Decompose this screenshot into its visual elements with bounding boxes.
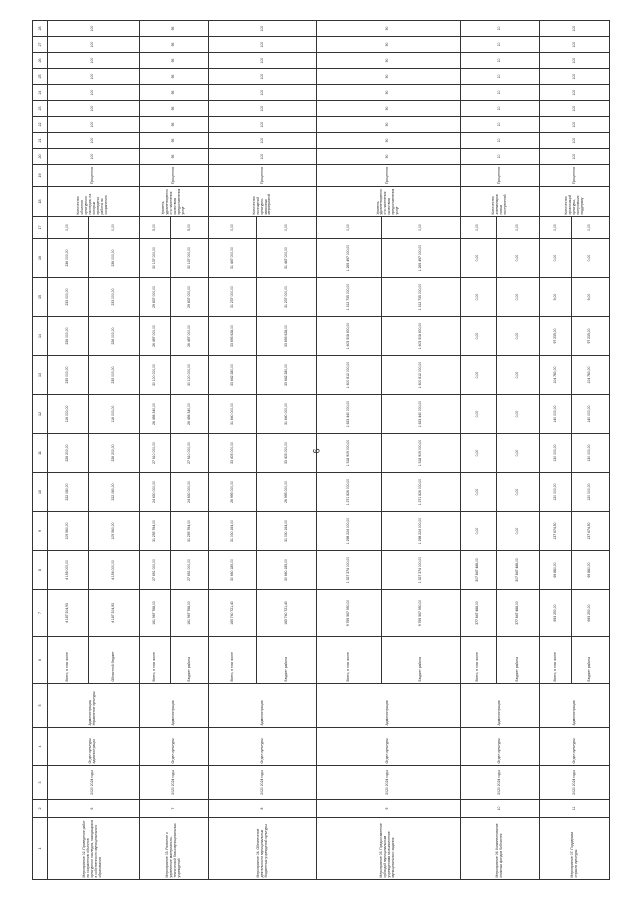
- amount-cell: 24 630 000,00: [139, 473, 170, 512]
- amount-cell: 233 000,00: [89, 278, 140, 317]
- amount-cell: 1 298 224 000,00: [382, 512, 461, 551]
- column-number: 10: [33, 473, 48, 512]
- amount-cell: 0,00: [496, 239, 540, 278]
- amount-cell: 97 235,00: [571, 317, 609, 356]
- indicator-name: Количество экземпляров новых поступлений: [460, 187, 540, 217]
- indicator-name: Количество объектов культурного наследия, на которых проведены работы по сохранению: [47, 187, 139, 217]
- measure-name: Мероприятие 07. Поддержка отрасли культуры: [540, 818, 610, 880]
- amount-cell: 26 456 340,00: [139, 395, 170, 434]
- amount-cell: 222 080,00: [47, 473, 89, 512]
- measure-executor: Отдел культуры: [540, 728, 610, 766]
- amount-cell: 0,00: [460, 512, 496, 551]
- amount-cell: 9,00: [540, 278, 571, 317]
- target-value: 10: [460, 21, 540, 37]
- target-value: 90: [316, 133, 460, 149]
- target-value: 95: [139, 149, 209, 165]
- amount-cell: 104 780,00: [540, 356, 571, 395]
- amount-cell: 0,00: [460, 473, 496, 512]
- amount-cell: 0,00: [496, 434, 540, 473]
- column-number: 17: [33, 217, 48, 239]
- column-number: 4: [33, 728, 48, 766]
- measure-name: Мероприятие 02. Проведение работ по сохранению объектов культурного наследия, находящихся в собственности муниципального образования: [47, 818, 139, 880]
- amount-cell: 236 000,00: [47, 239, 89, 278]
- target-value: 10: [460, 117, 540, 133]
- measure-years: 2020 2024 годы: [316, 766, 460, 800]
- amount-cell: 31 447 000,00: [257, 239, 316, 278]
- funding-source-budget: Бюджет района: [257, 637, 316, 684]
- target-value: 10: [460, 53, 540, 69]
- column-number: 6: [33, 637, 48, 684]
- column-number: 9: [33, 512, 48, 551]
- funding-source-total: Всего, в том числе: [47, 637, 89, 684]
- amount-cell: 236 000,00: [89, 239, 140, 278]
- amount-cell: 0,00: [382, 217, 461, 239]
- amount-cell: 1 271 826 000,00: [382, 473, 461, 512]
- target-value: 95: [139, 85, 209, 101]
- target-value: 100: [540, 149, 610, 165]
- column-number: 18: [33, 187, 48, 217]
- target-value: 100: [540, 117, 610, 133]
- amount-cell: 5,00: [139, 217, 170, 239]
- amount-cell: 31 030 164,00: [209, 512, 257, 551]
- amount-cell: 33 693 628,00: [257, 317, 316, 356]
- target-value: 10: [460, 133, 540, 149]
- amount-cell: 31 255 764,00: [171, 512, 209, 551]
- measure-participants: Администрация: [209, 684, 317, 728]
- amount-cell: 1 623 440 000,00: [316, 395, 381, 434]
- amount-cell: 0,00: [496, 512, 540, 551]
- amount-cell: 31 640 000,00: [257, 395, 316, 434]
- amount-cell: 226 000,00: [47, 317, 89, 356]
- amount-cell: 0,00: [496, 356, 540, 395]
- target-value: 10: [460, 37, 540, 53]
- amount-cell: 69 880,00: [571, 551, 609, 590]
- column-number: 24: [33, 85, 48, 101]
- target-value: 95: [139, 37, 209, 53]
- amount-cell: 120 000,00: [571, 473, 609, 512]
- measure-executor: Отдел культуры: [139, 728, 209, 766]
- target-value: 10: [460, 69, 540, 85]
- indicator-name: Количество посещений культурно-массовых мероприятий: [209, 187, 317, 217]
- amount-cell: 226 200,00: [89, 434, 140, 473]
- column-number: 21: [33, 133, 48, 149]
- funding-source-budget: Бюджет района: [382, 637, 461, 684]
- amount-cell: 4 187 204,93: [89, 590, 140, 637]
- column-number: 3: [33, 766, 48, 800]
- funding-source-budget: Бюджет района: [171, 637, 209, 684]
- target-value: 100: [47, 117, 139, 133]
- amount-cell: 235 000,00: [89, 356, 140, 395]
- amount-cell: 0,00: [496, 278, 540, 317]
- target-value: 100: [209, 149, 317, 165]
- amount-cell: 30 137 000,00: [139, 239, 170, 278]
- amount-cell: 161 967 768,00: [139, 590, 170, 637]
- target-value: 90: [316, 101, 460, 117]
- column-number: 11: [33, 434, 48, 473]
- measure-number: 11: [540, 800, 610, 818]
- measure-name: Мероприятие 03. Развитие и укрепление материально-технической базы муниципальных учреждений: [139, 818, 209, 880]
- indicator-unit: Процентов: [540, 165, 610, 187]
- target-value: 100: [540, 101, 610, 117]
- target-value: 95: [139, 21, 209, 37]
- amount-cell: 1 623 440 000,00: [382, 395, 461, 434]
- amount-cell: 226 200,00: [47, 434, 89, 473]
- measure-executor: Отдел культуры: [209, 728, 317, 766]
- amount-cell: 105 560,00: [89, 512, 140, 551]
- measure-years: 2020 2024 годы: [540, 766, 610, 800]
- amount-cell: 222 080,00: [89, 473, 140, 512]
- amount-cell: 26 995 000,00: [209, 473, 257, 512]
- column-number: 12: [33, 395, 48, 434]
- target-value: 90: [316, 117, 460, 133]
- measure-row: [209, 21, 257, 880]
- amount-cell: 0,00: [209, 217, 257, 239]
- column-number: 2: [33, 800, 48, 818]
- target-value: 10: [460, 85, 540, 101]
- target-value: 100: [209, 117, 317, 133]
- amount-cell: 693 250,00: [571, 590, 609, 637]
- target-value: 10: [460, 149, 540, 165]
- amount-cell: 27 651 000,00: [171, 551, 209, 590]
- target-value: 100: [209, 69, 317, 85]
- amount-cell: 4 156 000,00: [89, 551, 140, 590]
- column-number: 22: [33, 117, 48, 133]
- amount-cell: 0,00: [496, 395, 540, 434]
- amount-cell: 31 447 000,00: [209, 239, 257, 278]
- amount-cell: 0,00: [460, 217, 496, 239]
- column-number: 19: [33, 165, 48, 187]
- target-value: 100: [540, 53, 610, 69]
- target-value: 100: [209, 53, 317, 69]
- target-value: 95: [139, 69, 209, 85]
- indicator-name: Количество организаций культуры, получивших поддержку: [540, 187, 610, 217]
- amount-cell: 116 000,00: [89, 395, 140, 434]
- amount-cell: 161 967 768,00: [171, 590, 209, 637]
- amount-cell: 1 265 497 000,00: [316, 239, 381, 278]
- amount-cell: 1 265 497 000,00: [382, 239, 461, 278]
- amount-cell: 1 603 508 600,00: [316, 317, 381, 356]
- amount-cell: 307 847 488,00: [496, 551, 540, 590]
- column-number: 27: [33, 37, 48, 53]
- target-value: 100: [47, 133, 139, 149]
- target-value: 100: [209, 21, 317, 37]
- amount-cell: 31 640 000,00: [209, 395, 257, 434]
- amount-cell: 97 235,00: [540, 317, 571, 356]
- amount-cell: 31 255 764,00: [139, 512, 170, 551]
- amount-cell: 0,00: [460, 239, 496, 278]
- amount-cell: 130 000,00: [571, 434, 609, 473]
- measure-number: 7: [139, 800, 209, 818]
- measure-participants: Администрация: [316, 684, 460, 728]
- amount-cell: 30 660 185,00: [209, 551, 257, 590]
- amount-cell: 0,00: [496, 217, 540, 239]
- funding-source-total: Всего, в том числе: [209, 637, 257, 684]
- target-value: 100: [209, 101, 317, 117]
- target-value: 100: [47, 37, 139, 53]
- measures-table: [32, 20, 610, 880]
- amount-cell: 1 298 224 000,00: [316, 512, 381, 551]
- amount-cell: 0,00: [571, 239, 609, 278]
- target-value: 90: [316, 53, 460, 69]
- amount-cell: 30 100 000,00: [139, 356, 170, 395]
- amount-cell: 0,00: [47, 217, 89, 239]
- amount-cell: 693 250,00: [540, 590, 571, 637]
- target-value: 100: [209, 85, 317, 101]
- column-number: 20: [33, 149, 48, 165]
- indicator-name: Уровень удовлетворенности населения качеством предоставления услуг: [316, 187, 460, 217]
- amount-cell: 165 740 721,40: [257, 590, 316, 637]
- amount-cell: 69 880,00: [540, 551, 571, 590]
- column-number: 16: [33, 239, 48, 278]
- target-value: 100: [47, 53, 139, 69]
- amount-cell: 1 518 909 000,00: [382, 434, 461, 473]
- amount-cell: 29 837 000,00: [171, 278, 209, 317]
- amount-cell: 1 327 374 000,00: [382, 551, 461, 590]
- amount-cell: 0,00: [89, 217, 140, 239]
- amount-cell: 27 651 000,00: [139, 551, 170, 590]
- funding-source-budget: Бюджет района: [571, 637, 609, 684]
- amount-cell: 0,00: [460, 434, 496, 473]
- amount-cell: 165 740 721,40: [209, 590, 257, 637]
- amount-cell: 33 642 280,00: [257, 356, 316, 395]
- amount-cell: 4 156 000,00: [47, 551, 89, 590]
- measure-row: [316, 21, 381, 880]
- amount-cell: 0,00: [540, 217, 571, 239]
- target-value: 100: [209, 133, 317, 149]
- amount-cell: 33 405 000,00: [257, 434, 316, 473]
- amount-cell: 116 000,00: [47, 395, 89, 434]
- amount-cell: 1 600 812 000,00: [382, 356, 461, 395]
- target-value: 100: [47, 85, 139, 101]
- amount-cell: 26 995 000,00: [257, 473, 316, 512]
- column-number: 14: [33, 317, 48, 356]
- indicator-unit: Процентов: [47, 165, 139, 187]
- measure-participants: Администрация, Управление культуры: [47, 684, 139, 728]
- target-value: 100: [209, 37, 317, 53]
- measure-name: Мероприятие 05. Предоставление субсидий муниципальным учреждениям на выполнение муниципального задания: [316, 818, 460, 880]
- amount-cell: 1 600 812 000,00: [316, 356, 381, 395]
- amount-cell: 26 456 340,00: [171, 395, 209, 434]
- target-value: 100: [47, 101, 139, 117]
- measure-number: 9: [316, 800, 460, 818]
- amount-cell: 4 187 204,93: [47, 590, 89, 637]
- amount-cell: 0,00: [460, 356, 496, 395]
- target-value: 100: [47, 69, 139, 85]
- amount-cell: 33 642 280,00: [209, 356, 257, 395]
- amount-cell: 130 000,00: [540, 434, 571, 473]
- amount-cell: 1 271 826 000,00: [316, 473, 381, 512]
- amount-cell: 226 000,00: [89, 317, 140, 356]
- target-value: 95: [139, 133, 209, 149]
- table-body: [33, 21, 610, 880]
- measure-executor: Отдел культуры: [316, 728, 460, 766]
- rotated-table-container: [32, 25, 610, 880]
- indicator-unit: Процентов: [209, 165, 317, 187]
- indicator-unit: Процентов: [460, 165, 540, 187]
- target-value: 100: [540, 133, 610, 149]
- column-number: 5: [33, 684, 48, 728]
- amount-cell: 0,00: [496, 473, 540, 512]
- target-value: 90: [316, 37, 460, 53]
- amount-cell: 33 693 628,00: [209, 317, 257, 356]
- measure-number: 6: [47, 800, 139, 818]
- amount-cell: 31 237 000,00: [209, 278, 257, 317]
- amount-cell: 9 769 567 950,00: [316, 590, 381, 637]
- amount-cell: 140 000,00: [540, 395, 571, 434]
- amount-cell: 0,00: [496, 317, 540, 356]
- measure-participants: Администрация: [460, 684, 540, 728]
- indicator-name: Уровень удовлетворенности населения качеством предоставления услуг: [139, 187, 209, 217]
- target-value: 90: [316, 21, 460, 37]
- target-value: 100: [47, 21, 139, 37]
- measure-row: [460, 21, 496, 880]
- amount-cell: 30 100 000,00: [171, 356, 209, 395]
- amount-cell: 233 000,00: [47, 278, 89, 317]
- measure-participants: Администрация: [540, 684, 610, 728]
- column-number: 15: [33, 278, 48, 317]
- target-value: 95: [139, 117, 209, 133]
- measure-executor: Отдел культуры администрации: [47, 728, 139, 766]
- target-value: 90: [316, 149, 460, 165]
- target-value: 90: [316, 69, 460, 85]
- funding-source-total: Всего, в том числе: [540, 637, 571, 684]
- funding-source-total: Всего, в том числе: [460, 637, 496, 684]
- measure-row: [47, 21, 89, 880]
- amount-cell: 33 405 000,00: [209, 434, 257, 473]
- amount-cell: 235 000,00: [47, 356, 89, 395]
- amount-cell: 0,00: [460, 395, 496, 434]
- amount-cell: 31 237 000,00: [257, 278, 316, 317]
- measure-row: [540, 21, 571, 880]
- measure-row: [139, 21, 170, 880]
- measure-number: 8: [209, 800, 317, 818]
- indicator-unit: Процентов: [139, 165, 209, 187]
- amount-cell: 137 674,50: [540, 512, 571, 551]
- measure-participants: Администрация: [139, 684, 209, 728]
- amount-cell: 27 610 000,00: [171, 434, 209, 473]
- indicator-unit: Процентов: [316, 165, 460, 187]
- target-value: 100: [540, 69, 610, 85]
- amount-cell: 307 847 488,00: [460, 551, 496, 590]
- amount-cell: 0,00: [540, 239, 571, 278]
- target-value: 95: [139, 53, 209, 69]
- amount-cell: 0,00: [460, 278, 496, 317]
- column-number: 8: [33, 551, 48, 590]
- amount-cell: 26 497 000,00: [139, 317, 170, 356]
- target-value: 95: [139, 101, 209, 117]
- measure-years: 2020 2024 годы: [139, 766, 209, 800]
- amount-cell: 1 327 374 000,00: [316, 551, 381, 590]
- amount-cell: 27 610 000,00: [139, 434, 170, 473]
- amount-cell: 104 780,00: [571, 356, 609, 395]
- amount-cell: 9 769 567 950,00: [382, 590, 461, 637]
- measure-name: Мероприятие 06. Комплектование книжных фондов библиотек: [460, 818, 540, 880]
- column-number-row: [33, 21, 48, 880]
- amount-cell: 9,00: [571, 278, 609, 317]
- measure-years: 2020 2024 годы: [209, 766, 317, 800]
- column-number: 28: [33, 21, 48, 37]
- column-number: 1: [33, 818, 48, 880]
- amount-cell: 0,00: [316, 217, 381, 239]
- amount-cell: 137 674,50: [571, 512, 609, 551]
- amount-cell: 5,00: [171, 217, 209, 239]
- measure-number: 10: [460, 800, 540, 818]
- column-number: 26: [33, 53, 48, 69]
- page-number: 6: [311, 448, 322, 454]
- column-number: 23: [33, 101, 48, 117]
- measure-name: Мероприятие 04. Обеспечение деятельности муниципальных бюджетных учреждений культуры: [209, 818, 317, 880]
- column-number: 13: [33, 356, 48, 395]
- amount-cell: 0,00: [257, 217, 316, 239]
- target-value: 100: [540, 21, 610, 37]
- measure-years: 2020 2024 годы: [460, 766, 540, 800]
- amount-cell: 0,00: [571, 217, 609, 239]
- amount-cell: 1 603 508 600,00: [382, 317, 461, 356]
- amount-cell: 1 312 735 000,00: [316, 278, 381, 317]
- amount-cell: 120 000,00: [540, 473, 571, 512]
- target-value: 100: [540, 85, 610, 101]
- amount-cell: 1 312 735 000,00: [382, 278, 461, 317]
- amount-cell: 30 660 185,00: [257, 551, 316, 590]
- amount-cell: 377 847 488,00: [460, 590, 496, 637]
- amount-cell: 0,00: [460, 317, 496, 356]
- amount-cell: 1 518 909 000,00: [316, 434, 381, 473]
- target-value: 90: [316, 85, 460, 101]
- column-number: 25: [33, 69, 48, 85]
- target-value: 10: [460, 101, 540, 117]
- amount-cell: 29 837 000,00: [139, 278, 170, 317]
- amount-cell: 377 847 488,00: [496, 590, 540, 637]
- amount-cell: 140 000,00: [571, 395, 609, 434]
- target-value: 100: [540, 37, 610, 53]
- measure-executor: Отдел культуры: [460, 728, 540, 766]
- amount-cell: 26 497 000,00: [171, 317, 209, 356]
- target-value: 100: [47, 149, 139, 165]
- amount-cell: 105 560,00: [47, 512, 89, 551]
- amount-cell: 24 630 000,00: [171, 473, 209, 512]
- column-number: 7: [33, 590, 48, 637]
- measure-years: 2020 2024 годы: [47, 766, 139, 800]
- amount-cell: 30 137 000,00: [171, 239, 209, 278]
- amount-cell: 31 030 164,00: [257, 512, 316, 551]
- funding-source-budget: Областной бюджет: [89, 637, 140, 684]
- funding-source-total: Всего, в том числе: [139, 637, 170, 684]
- funding-source-total: Всего, в том числе: [316, 637, 381, 684]
- funding-source-budget: Бюджет района: [496, 637, 540, 684]
